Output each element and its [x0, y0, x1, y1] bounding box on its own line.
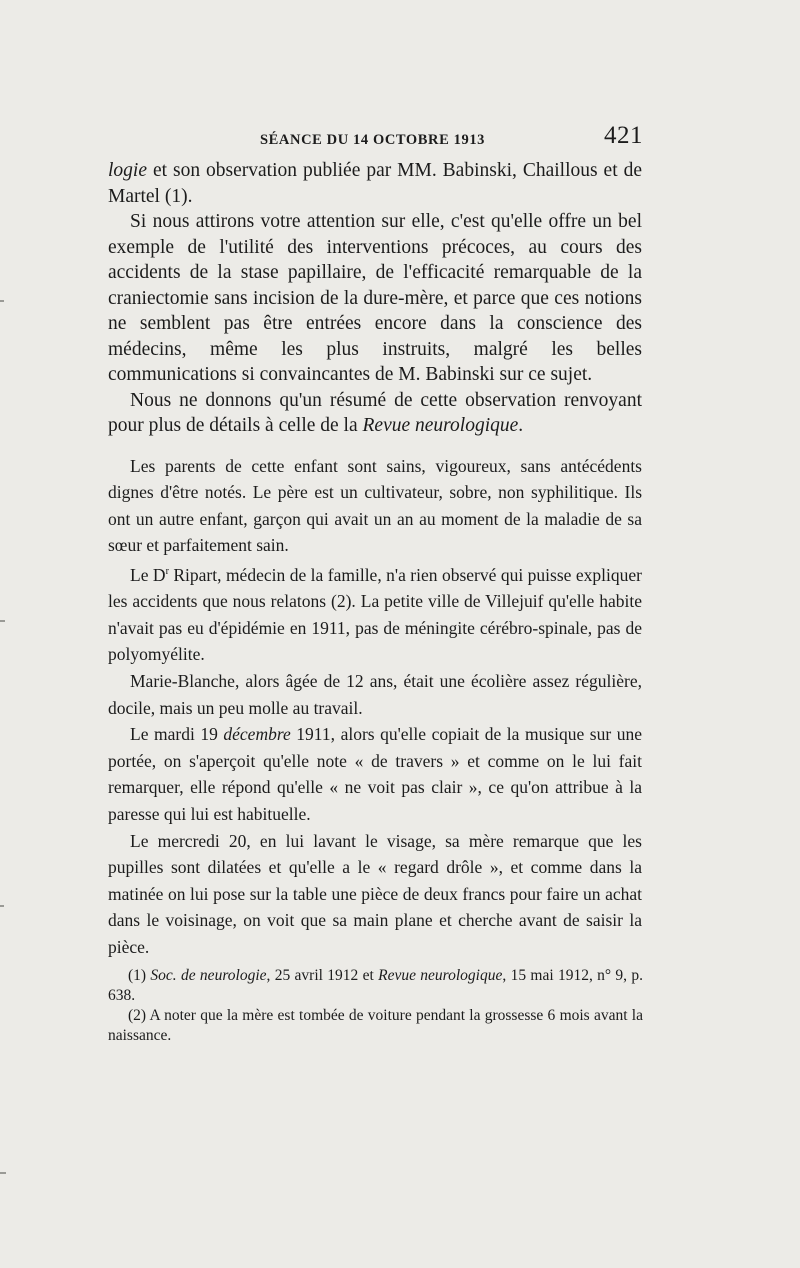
case-paragraph-wednesday: Le mercredi 20, en lui lavant le visage, sa mère remarque que les pupilles sont dilatées et qu'elle a le « regard drôle », et comme dans la matinée on lui pose sur la table une pièce de deux francs pour faire un achat dans le voisinage, on voit que sa main plane et cherche avant de saisir la pièce. — [108, 830, 642, 958]
page-number: 421 — [604, 122, 643, 149]
case-paragraph-parents: Les parents de cette enfant sont sains, vigoureux, sans antécédents dignes d'être notés. Le père est un cultivateur, sobre, non syphilitique. Ils ont un autre enfant, garçon qui avait un an au moment de la maladie de sa sœur et parfaitement sain. — [108, 455, 642, 556]
paragraph-summary: Nous ne donnons qu'un résumé de cette observation renvoyant pour plus de détails à celle de la Revue neurologique. — [108, 389, 642, 436]
margin-mark — [0, 620, 5, 622]
italic-month: décembre — [223, 724, 291, 745]
margin-mark — [0, 905, 4, 907]
journal-title: Revue neurologique — [362, 415, 519, 436]
superscript: r — [165, 565, 169, 577]
case-paragraph-doctor: Le $D^r$ Ripart, médecin de la famille, n'a rien observé qui puisse expliquer les accidents que nous relatons (2). La petite ville de Villejuif qu'elle habite n'avait pas eu d'épidémie en 1911, pas de méningite cérébro-spinale, pas de polyomyélite. — [108, 564, 642, 665]
margin-mark — [0, 300, 4, 302]
page-header — [108, 122, 643, 162]
footnotes — [108, 966, 643, 1046]
case-paragraph-tuesday: Le mardi 19 décembre 1911, alors qu'elle copiait de la musique sur une portée, on s'aperçoit qu'elle note « de travers » et comme on le lui fait remarquer, elle répond qu'elle « ne voit pas clair », ce qu'on attribue à la paresse qui lui est habituelle. — [108, 724, 642, 825]
margin-mark — [0, 1172, 6, 1174]
case-report — [108, 453, 642, 961]
italic-word: logie — [108, 160, 147, 181]
footnote-2: (2) A noter que la mère est tombée de voiture pendant la grossesse 6 mois avant la naissance. — [108, 1007, 643, 1044]
main-text — [108, 158, 642, 961]
paragraph-continuation: logie et son observation publiée par MM. Babinski, Chaillous et de Martel (1). — [108, 160, 642, 207]
footnote-1: (1) Soc. de neurologie, 25 avril 1912 et Revue neurologique, 15 mai 1912, n° 9, p. 638. — [108, 967, 644, 1004]
case-paragraph-patient: Marie-Blanche, alors âgée de 12 ans, était une écolière assez régulière, docile, mais un peu molle au travail. — [108, 671, 642, 718]
paragraph-attention: Si nous attirons votre attention sur elle, c'est qu'elle offre un bel exemple de l'utilité des interventions précoces, au cours des accidents de la stase papillaire, de l'efficacité remarquable de la craniectomie sans incision de la dure-mère, et parce que ces notions ne semblent pas être entrées encore dans la conscience des médecins, même les plus instruits, malgré les belles communications si convaincantes de M. Babinski sur ce sujet. — [108, 211, 642, 385]
running-head: SÉANCE DU 14 OCTOBRE 1913 — [260, 132, 486, 148]
